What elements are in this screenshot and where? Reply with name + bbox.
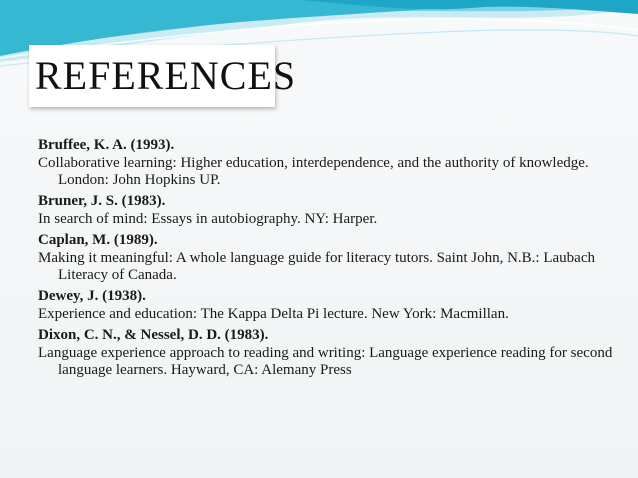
reference-entry (38, 287, 618, 323)
reference-entry (38, 326, 618, 379)
reference-entry (38, 136, 618, 189)
slide-title: REFERENCES (35, 53, 297, 98)
reference-text: Language experience approach to reading and writing: Language experience reading for second language learners. Hayward, CA: Alemany Press (38, 345, 613, 378)
reference-author: Dixon, C. N., & Nessel, D. D. (1983). (38, 327, 269, 343)
reference-text: In search of mind: Essays in autobiography. NY: Harper. (38, 211, 378, 227)
reference-entry (38, 231, 618, 284)
reference-text: Collaborative learning: Higher education, interdependence, and the authority of knowledge. London: John Hopkins UP. (38, 155, 589, 188)
reference-entry (38, 192, 618, 228)
reference-author: Caplan, M. (1989). (38, 232, 158, 248)
reference-author: Bruner, J. S. (1983). (38, 193, 166, 209)
reference-author: Bruffee, K. A. (1993). (38, 137, 175, 153)
reference-text: Experience and education: The Kappa Delta Pi lecture. New York: Macmillan. (38, 306, 509, 322)
reference-author: Dewey, J. (1938). (38, 288, 146, 304)
title-box (29, 45, 297, 107)
reference-text: Making it meaningful: A whole language guide for literacy tutors. Saint John, N.B.: Laubach Literacy of Canada. (38, 250, 595, 283)
reference-list (38, 136, 618, 382)
